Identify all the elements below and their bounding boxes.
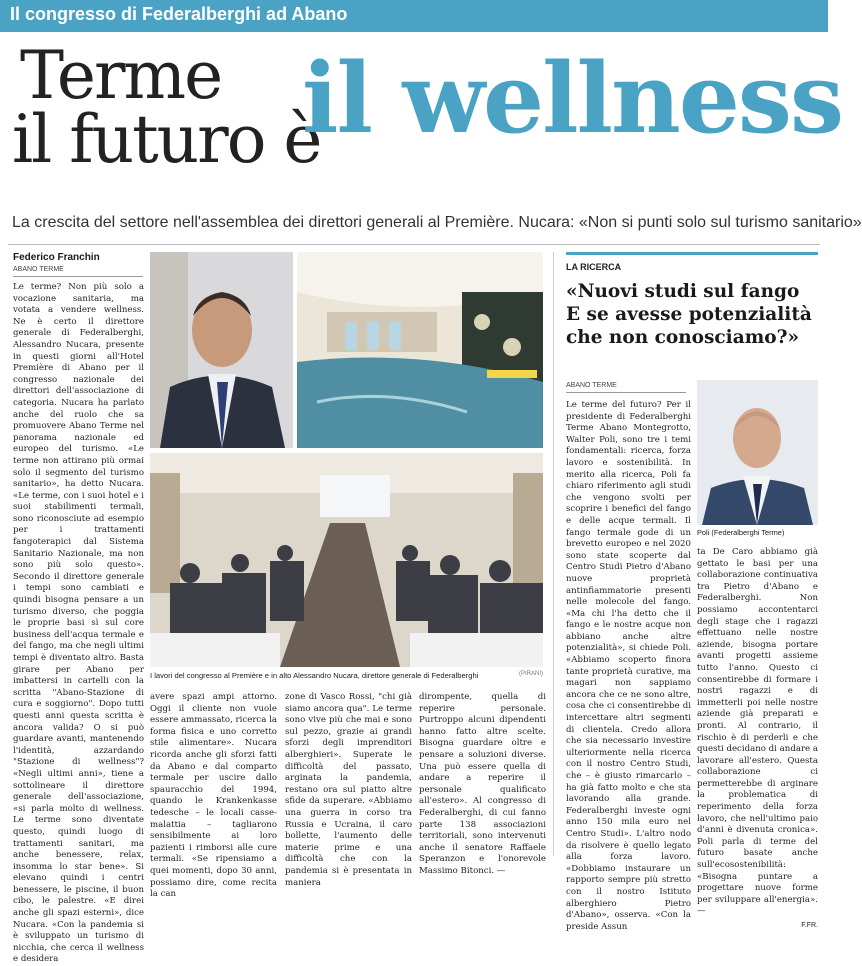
section-label: Il congresso di Federalberghi ad Abano	[10, 4, 348, 24]
headline-line2: il futuro è	[12, 101, 321, 178]
sidebar-dateline: ABANO TERME	[566, 382, 617, 389]
sidebar-headline: «Nuovi studi sul fango E se avesse potenzialità che non conosciamo?»	[566, 281, 812, 348]
sidebar-kicker: LA RICERCA	[566, 262, 622, 272]
divider	[8, 244, 820, 245]
photo-credit: (PIRANI)	[519, 671, 543, 677]
article-column-3: zone di Vasco Rossi, "chi già siamo ancora qua". Le terme sono vive più che mai e sono sul pezzo, grazie ai grandi sforzi degli imprenditori alberghieri». Superate le difficoltà del passato, arginata la pandemia, restano ora sul piatto altre sfide da superare. «Abbiamo una guerra in corso tra Russia e Ucraina, il caro bollette, l'aumento delle materie prime e una difficoltà che con la pandemia si è presentata in maniera	[285, 692, 412, 888]
photo-caption-text: I lavori del congresso al Première e in alto Alessandro Nucara, direttore generale di Federalberghi	[150, 671, 479, 680]
article-column-2: avere spazi ampi attorno. Oggi il cliente non vuole essere ammassato, ricerca la forma fisica e uno corretto stile alimentare». Nucara ricorda anche gli sforzi fatti da Abano e dal comparto termale per uscire dallo spauracchio del 1994, quando le Krankenkasse tedesche – le locali casse-malattia – tagliarono sensibilmente ai loro pazienti i rimborsi alle cure termali. «Se ripensiamo a quei momenti, dopo 30 anni, possiamo dire, come recita la can	[150, 692, 277, 900]
sidebar-signature: F.FR.	[801, 922, 818, 929]
congress-room-photo	[150, 453, 543, 667]
poli-photo-caption: Poli (Federalberghi Terme)	[697, 528, 785, 537]
sidebar-column-2-text: ta De Caro abbiamo già gettato le basi per una collaborazione continuativa tra Pietro d'Abano e Federalberghi. Non possiamo accontentarci degli stage che i ragazzi effettuano nelle nostre aziende, bisogna portare avanti progetti assieme tutto l'anno. Questo ci consentirebbe di formare i nostri ragazzi e di immetterli poi nelle nostre aziende già preparati e pronti. Al contrario, il rischio è di perderli e che questi decidano di andare a lavorare all'estero. Questa collaborazione ci permetterebbe di arginare la problematica di reperimento della forza lavoro, che nell'ultimo paio d'anni è divenuta cronica». Poli parla di terme del futuro basate anche sull'ecosostenibilità: «Bisogna puntare a progettare nuove forme per sviluppare all'energia». —	[697, 547, 818, 917]
subheadline: La crescita del settore nell'assemblea dei direttori generali al Première. Nucara: «Non si punti solo sul turismo sanitario»	[12, 214, 862, 231]
headline-highlight: il wellness	[302, 42, 842, 155]
sidebar-column-2	[697, 547, 818, 929]
nucara-portrait-photo	[150, 252, 293, 448]
spa-pool-photo	[297, 252, 543, 448]
byline-divider	[13, 276, 143, 277]
photo-caption	[150, 671, 543, 680]
poli-portrait-photo	[697, 380, 818, 525]
column-divider	[553, 252, 554, 856]
sidebar-dateline-divider	[566, 392, 686, 393]
byline-dateline: ABANO TERME	[13, 266, 64, 273]
article-column-4: dirompente, quella di reperire personale. Purtroppo alcuni dipendenti hanno fatto altre scelte. Bisogna guardare oltre e pensare a soluzioni diverse. Una può essere quella di andare a reperire il personale qualificato all'estero». Al congresso di Federalberghi, di cui fanno parte 138 associazioni territoriali, sono intervenuti anche il senatore Raffaele Speranzon e l'onorevole Massimo Bitonci. —	[419, 692, 546, 876]
headline-line1: Terme	[20, 37, 222, 114]
byline-author: Federico Franchin	[13, 252, 100, 263]
section-label-band	[0, 0, 828, 32]
article-column-1: Le terme? Non più solo a vocazione sanitaria, ma votata a vendere wellness. Ne è certo il direttore generale di Federalberghi, Alessandro Nucara, presente in questi giorni all'Hotel Première di Abano per il congresso nazionale dei direttori dell'associazione di categoria. Nucara ha parlato anche del ruolo che sa promuovere Abano Terme nel panorama nazionale ed europeo del turismo. «Le terme non attirano più ormai solo il segmento del turismo sanitario», ha detto Nucara. «Le terme, con i suoi hotel e i suoi stabilimenti termali, sono riconosciute ad esempio per i trattamenti fangoterapici dal Sistema Sanitario Nazionale, ma non sono più solo questo». Secondo il direttore generale i tempi sono cambiati e quindi bisogna pensare a un turismo diverso, che poggia le proprie basi sì sul core business dell'acqua termale e del fango, ma che negli ultimi tempi è diventato altro. Basta girare per Abano per imbattersi in cartelli con la scritta "Abano-Stazione di cura e soggiorno". Dopo tutti questi anni questa scritta è ancora valida? O si può guardare avanti, mantenendo l'identità, azzardando "Stazione di wellness"? «Negli ultimi anni», tiene a sottolineare il direttore generale dell'associazione, «si parla molto di wellness. Le terme sono diventate questo, quindi luogo di trattamenti sanitari, ma anche benessere, relax, insomma lo star bene». Si elevano quindi i centri benessere, le piscine, il buon cibo, le palestre. «E direi anche gli spazi esterni», dice Nucara. «Con la pandemia si è sviluppato un turismo di nicchia, che cerca il wellness e desidera	[13, 282, 144, 965]
sidebar-column-1: Le terme del futuro? Per il presidente di Federalberghi Terme Abano Montegrotto, Walter Poli, sono tre i temi fondamentali: ricerca, forza lavoro e sostenibilità. In merito alla ricerca, Poli fa chiaro riferimento agli studi che vengono svolti per scoprire i benefici del fango e delle acque termali. Il fango termale gode di un brevetto europeo e nel 2020 sono state scoperte dal Centro Studi Pietro d'Abano nuove proprietà antinfiammatorie presenti nelle molecole del fango. «Ma chi l'ha detto che il fango e le nostre acque non abbiano anche altre potenzialità», si chiede Poli. «Abbiamo scoperto finora tante proprietà curative, ma magari non sappiamo ancora che ce ne sono altre, cosa che ci consentirebbe di intercettare altri segmenti di clientela. Credo allora che sia necessario investire ulteriormente nella ricerca con il nostro Centro Studi, che – è giusto rimarcarlo – ha già fatto molto e che sta lavorando alla grande. Federalberghi investe ogni anno 150 mila euro nel Centro Studi». L'altro nodo da risolvere è quello legato alla forza lavoro. «Dobbiamo instaurare un rapporto sempre più stretto con il nostro Istituto alberghiero Pietro d'Abano», osserva. «Con la preside Assun	[566, 400, 691, 932]
sidebar-accent-bar	[566, 252, 818, 255]
